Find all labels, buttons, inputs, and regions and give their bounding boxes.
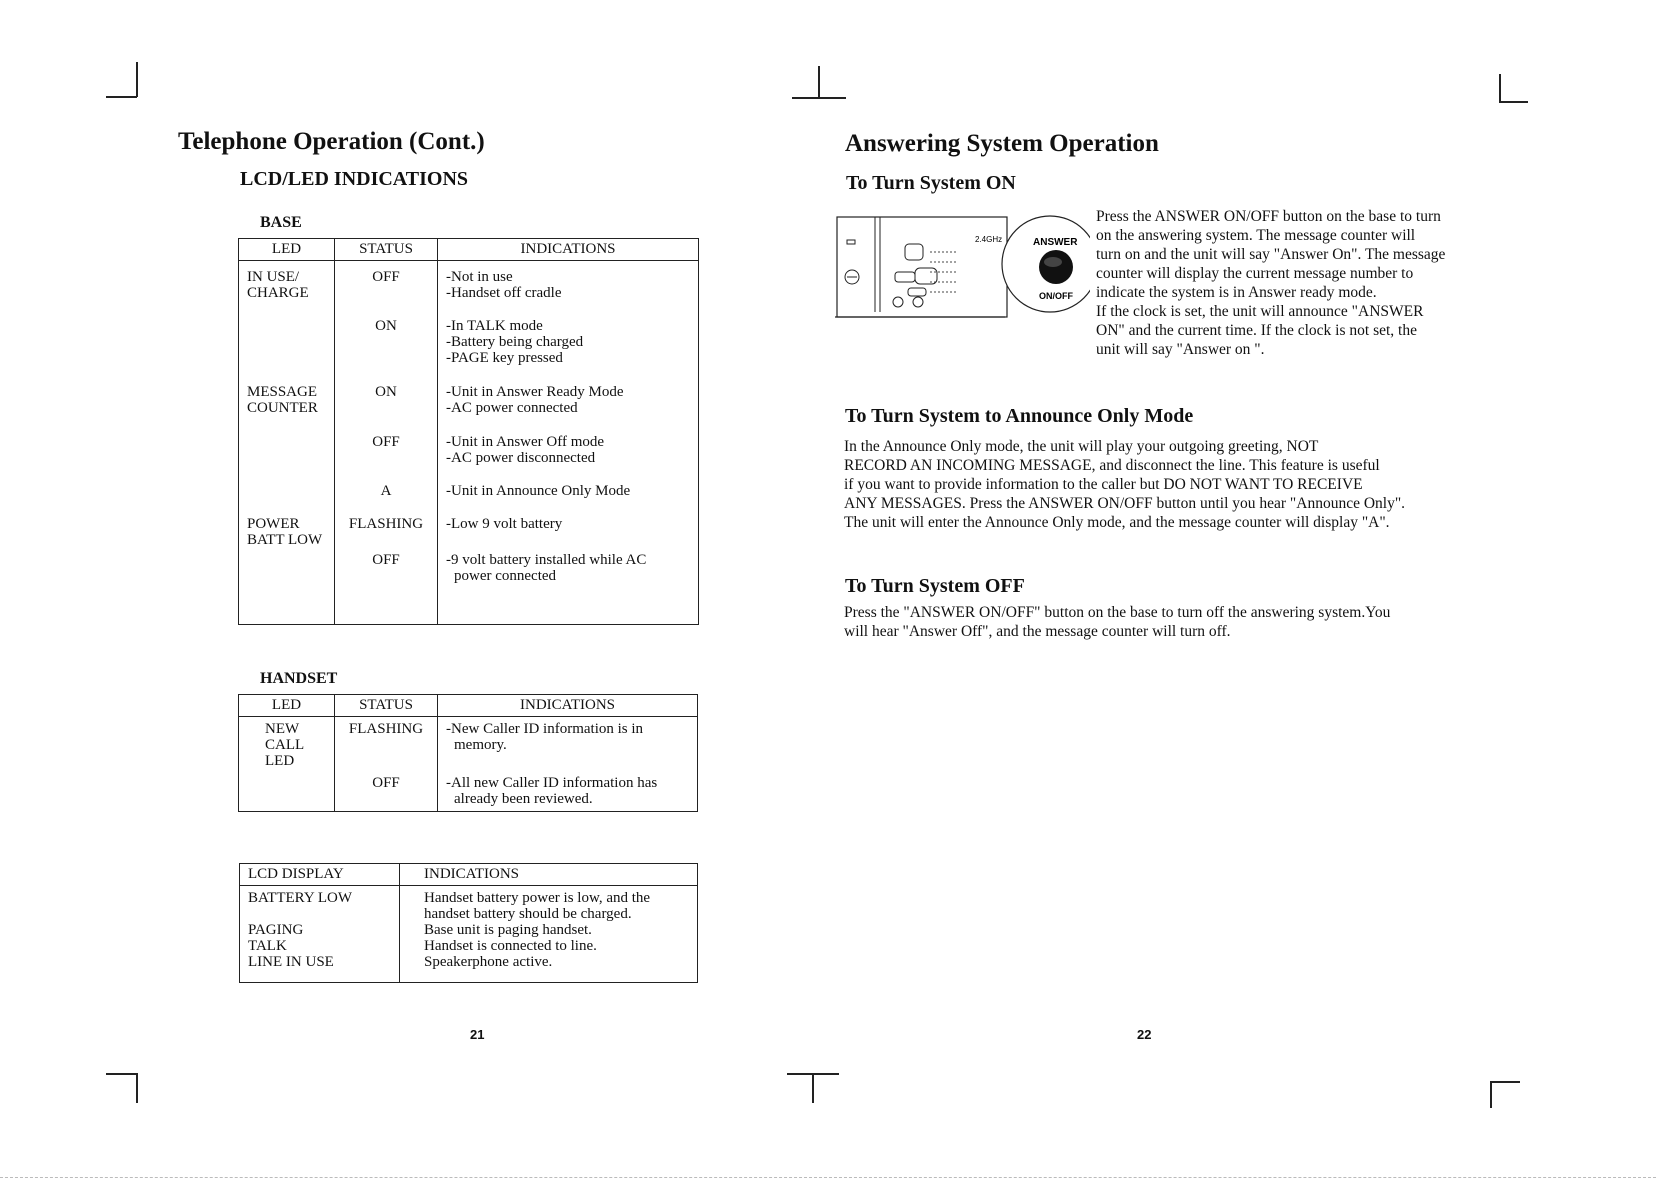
table-row [239, 261, 699, 305]
crop-mark [818, 66, 820, 98]
indication-line: Base unit is paging handset. [424, 922, 592, 938]
table-row [239, 304, 699, 370]
status-cell: ON [375, 384, 397, 401]
turn-off-heading: To Turn System OFF [845, 575, 1025, 597]
frequency-label: 2.4GHz [975, 235, 1003, 244]
crop-mark [106, 96, 137, 98]
text-line: ON" and the current time. If the clock is not set, the [1096, 322, 1417, 339]
text-line: unit will say "Answer on ". [1096, 341, 1265, 358]
led-cell: IN USE/ [247, 269, 300, 285]
text-line: In the Announce Only mode, the unit will play your outgoing greeting, NOT [844, 438, 1319, 455]
announce-only-heading: To Turn System to Announce Only Mode [845, 405, 1194, 427]
header-lcd-display: LCD DISPLAY [240, 864, 400, 886]
text-line: indicate the system is in Answer ready mode. [1096, 284, 1377, 301]
indication-line: -In TALK mode [446, 318, 543, 335]
status-cell: OFF [372, 552, 400, 568]
page-number-right: 22 [1137, 1027, 1152, 1042]
led-cell: NEW [265, 721, 300, 737]
lcd-led-heading: LCD/LED INDICATIONS [240, 168, 469, 190]
status-cell: FLASHING [348, 721, 424, 737]
status-cell: OFF [372, 433, 400, 450]
text-line: The unit will enter the Announce Only mode, and the message counter will display "A". [844, 514, 1390, 531]
text-line: Press the "ANSWER ON/OFF" button on the base to turn off the answering system.You [844, 604, 1391, 621]
indication-line: -All new Caller ID information has [446, 775, 658, 792]
header-led: LED [239, 695, 335, 717]
table-header-row [239, 695, 698, 717]
indication-line: power connected [454, 568, 557, 584]
table-header-row [240, 864, 698, 886]
crop-mark [1499, 101, 1528, 103]
indication-line: -AC power connected [446, 400, 578, 417]
on-off-label: ON/OFF [1039, 291, 1073, 301]
status-cell: A [380, 483, 392, 500]
indication-line: memory. [454, 737, 507, 753]
crop-mark [1499, 74, 1501, 102]
text-line: turn on and the unit will say "Answer On". The message [1096, 246, 1446, 263]
indication-line: -Unit in Announce Only Mode [446, 483, 631, 500]
text-line: Press the ANSWER ON/OFF button on the base to turn [1096, 208, 1441, 225]
status-cell: OFF [372, 775, 400, 792]
indication-line: -Not in use [446, 269, 513, 285]
header-indications: INDICATIONS [400, 864, 698, 886]
lcd-display-cell: BATTERY LOW [248, 890, 353, 906]
base-table [238, 238, 699, 625]
table-row [239, 502, 699, 552]
lcd-display-cell: LINE IN USE [248, 954, 334, 970]
status-cell: FLASHING [348, 516, 424, 533]
turn-on-heading: To Turn System ON [846, 172, 1016, 194]
table-row [239, 469, 699, 502]
table-row [239, 717, 698, 774]
base-label: BASE [260, 214, 302, 231]
page-title-left: Telephone Operation (Cont.) [178, 128, 485, 155]
answering-base-drawing [835, 212, 1090, 327]
answer-label: ANSWER [1033, 237, 1078, 248]
indication-line: -9 volt battery installed while AC [446, 552, 647, 568]
indication-line: handset battery should be charged. [424, 906, 632, 922]
indication-line: -AC power disconnected [446, 449, 596, 466]
table-row [239, 552, 699, 625]
handset-label: HANDSET [260, 670, 338, 687]
crop-mark [1490, 1081, 1492, 1108]
indication-line: -Handset off cradle [446, 285, 562, 301]
led-cell: POWER [247, 516, 300, 533]
led-cell: CHARGE [247, 285, 309, 301]
crop-mark [1490, 1081, 1520, 1083]
text-line: ANY MESSAGES. Press the ANSWER ON/OFF button until you hear "Announce Only". [844, 495, 1406, 512]
crop-mark [106, 1073, 137, 1075]
crop-mark [136, 1073, 138, 1103]
text-line: if you want to provide information to the caller but DO NOT WANT TO RECEIVE [844, 476, 1363, 493]
text-line: on the answering system. The message counter will [1096, 227, 1416, 244]
indication-line: -New Caller ID information is in [446, 721, 644, 737]
lcd-display-cell: TALK [248, 938, 287, 954]
indication-line: -Unit in Answer Ready Mode [446, 384, 624, 401]
crop-mark [136, 62, 138, 97]
page-number-left: 21 [470, 1027, 485, 1042]
table-row [239, 420, 699, 470]
status-cell: OFF [372, 269, 400, 285]
text-line: counter will display the current message number to [1096, 265, 1414, 282]
table-row [239, 370, 699, 420]
page-title-right: Answering System Operation [845, 130, 1159, 157]
status-cell: ON [375, 318, 397, 335]
header-indications: INDICATIONS [438, 695, 698, 717]
scan-edge-line [0, 1177, 1656, 1178]
indication-line: -Battery being charged [446, 334, 584, 351]
indication-line: already been reviewed. [454, 791, 593, 808]
header-indications: INDICATIONS [438, 239, 699, 261]
crop-mark [792, 97, 846, 99]
indication-line: Handset is connected to line. [424, 938, 597, 954]
lcd-display-cell: PAGING [248, 922, 304, 938]
indication-line: Handset battery power is low, and the [424, 890, 651, 906]
header-led: LED [239, 239, 335, 261]
indication-line: Speakerphone active. [424, 954, 553, 970]
table-row [239, 773, 698, 811]
table-header-row [239, 239, 699, 261]
header-status: STATUS [335, 239, 438, 261]
text-line: will hear "Answer Off", and the message counter will turn off. [844, 623, 1231, 640]
header-status: STATUS [335, 695, 438, 717]
led-cell: MESSAGE [247, 384, 318, 401]
led-cell: BATT LOW [247, 532, 323, 549]
answering-base-illustration [835, 212, 1090, 327]
table-row [240, 886, 698, 983]
lcd-display-table [239, 863, 698, 983]
turn-off-text [844, 603, 1544, 641]
led-cell: CALL [265, 737, 305, 753]
crop-mark [812, 1073, 814, 1103]
led-cell: LED [265, 753, 295, 769]
indication-line: -PAGE key pressed [446, 350, 563, 367]
indication-line: -Low 9 volt battery [446, 516, 563, 533]
indication-line: -Unit in Answer Off mode [446, 433, 605, 450]
text-line: RECORD AN INCOMING MESSAGE, and disconnect the line. This feature is useful [844, 457, 1380, 474]
led-cell: COUNTER [247, 400, 318, 417]
text-line: If the clock is set, the unit will announce "ANSWER [1096, 303, 1424, 320]
announce-only-text [844, 437, 1544, 532]
turn-on-text [1096, 207, 1516, 359]
handset-table [238, 694, 698, 812]
